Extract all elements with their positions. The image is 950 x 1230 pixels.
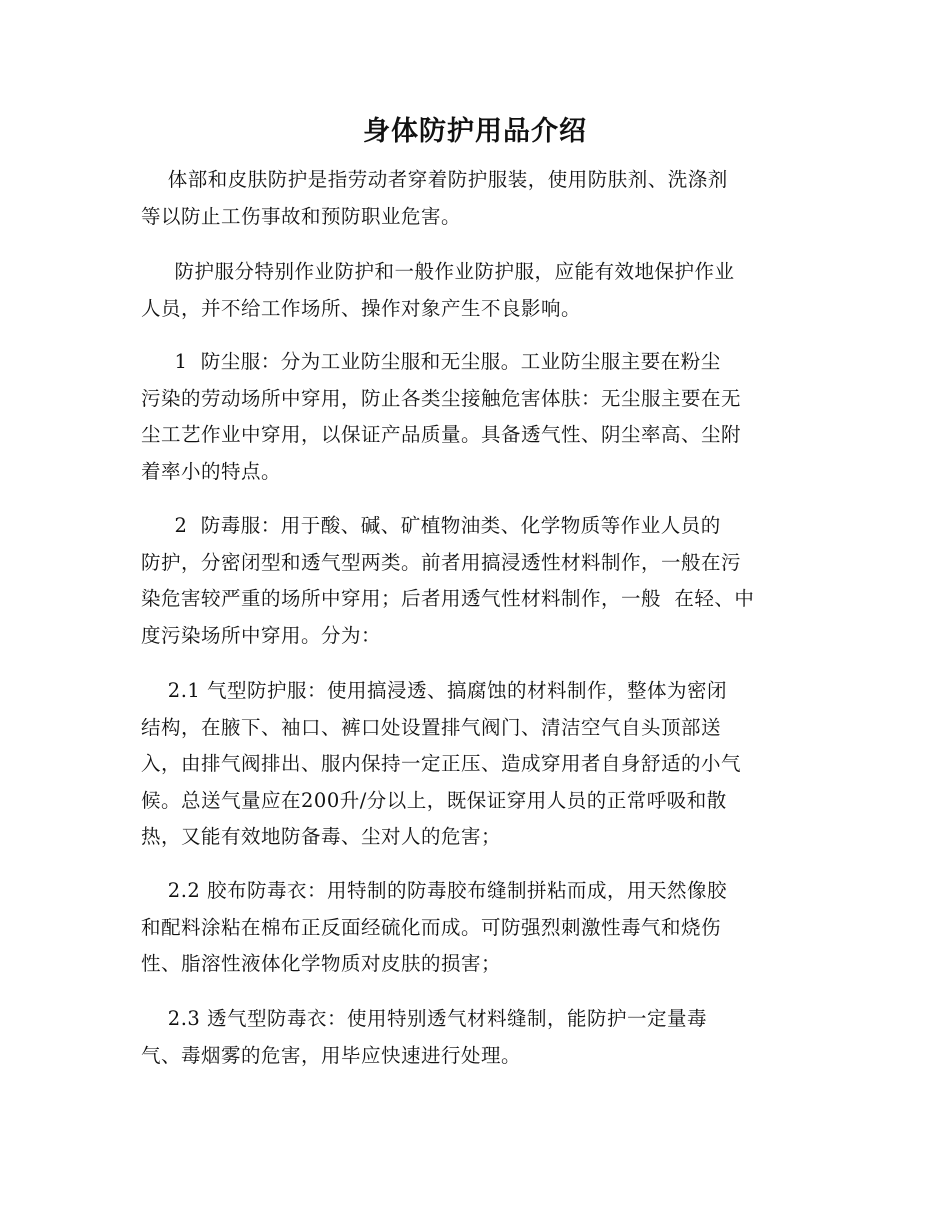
paragraph-line: 2.3 透气型防毒衣：使用特别透气材料缝制，能防护一定量毒 <box>141 1007 708 1030</box>
paragraph-2-3-breathable-suit <box>141 1001 811 1074</box>
paragraph-protective-clothing <box>141 254 811 327</box>
paragraph-line: 1 防尘服：分为工业防尘服和无尘服。工业防尘服主要在粉尘 <box>141 350 721 373</box>
paragraph-gasproof-suit <box>141 508 811 654</box>
page-title: 身体防护用品介绍 <box>363 116 587 147</box>
paragraph-line: 人员，并不给工作场所、操作对象产生不良影响。 <box>141 296 582 320</box>
paragraph-line: 入，由排气阀排出、服内保持一定正压、造成穿用者自身舒适的小气 <box>141 752 742 775</box>
paragraph-dustproof-suit <box>141 344 811 490</box>
paragraph-line: 2 防毒服：用于酸、碱、矿植物油类、化学物质等作业人员的 <box>141 514 721 537</box>
paragraph-line: 和配料涂粘在棉布正反面经硫化而成。可防强烈刺激性毒气和烧伤 <box>141 915 722 939</box>
paragraph-line: 2.2 胶布防毒衣：用特制的防毒胶布缝制拼粘而成，用天然像胶 <box>141 879 728 902</box>
paragraph-line: 着率小的特点。 <box>141 459 282 483</box>
paragraph-line: 气、毒烟雾的危害，用毕应快速进行处理。 <box>141 1043 522 1067</box>
paragraph-2-1-air-suit <box>141 673 811 856</box>
paragraph-line: 性、脂溶性液体化学物质对皮肤的损害； <box>141 952 502 975</box>
paragraph-line: 防护，分密闭型和透气型两类。前者用搞浸透性材料制作，一般在污 <box>141 550 742 574</box>
paragraph-line: 体部和皮肤防护是指劳动者穿着防护服装，使用防肤剂、洗涤剂 <box>141 168 728 191</box>
paragraph-line: 度污染场所中穿用。分为： <box>141 623 382 647</box>
paragraph-2-2-rubber-suit <box>141 873 811 983</box>
paragraph-line: 等以防止工伤事故和预防职业危害。 <box>141 204 462 228</box>
paragraph-line: 热，又能有效地防备毒、尘对人的危害； <box>141 825 502 848</box>
paragraph-line: 染危害较严重的场所中穿用；后者用透气性材料制作，一般 在轻、中 <box>141 587 755 610</box>
paragraph-intro <box>141 162 811 235</box>
paragraph-line: 污染的劳动场所中穿用，防止各类尘接触危害体肤：无尘服主要在无 <box>141 386 742 410</box>
paragraph-line: 候。总送气量应在200升/分以上，既保证穿用人员的正常呼吸和散 <box>141 788 727 812</box>
paragraph-line: 2.1 气型防护服：使用搞浸透、搞腐蚀的材料制作，整体为密闭 <box>141 679 728 702</box>
paragraph-line: 尘工艺作业中穿用，以保证产品质量。具备透气性、阴尘率高、尘附 <box>141 423 742 446</box>
paragraph-line: 防护服分特别作业防护和一般作业防护服，应能有效地保护作业 <box>141 260 735 283</box>
paragraph-line: 结构，在腋下、袖口、裤口处设置排气阀门、清洁空气自头顶部送 <box>141 715 722 739</box>
